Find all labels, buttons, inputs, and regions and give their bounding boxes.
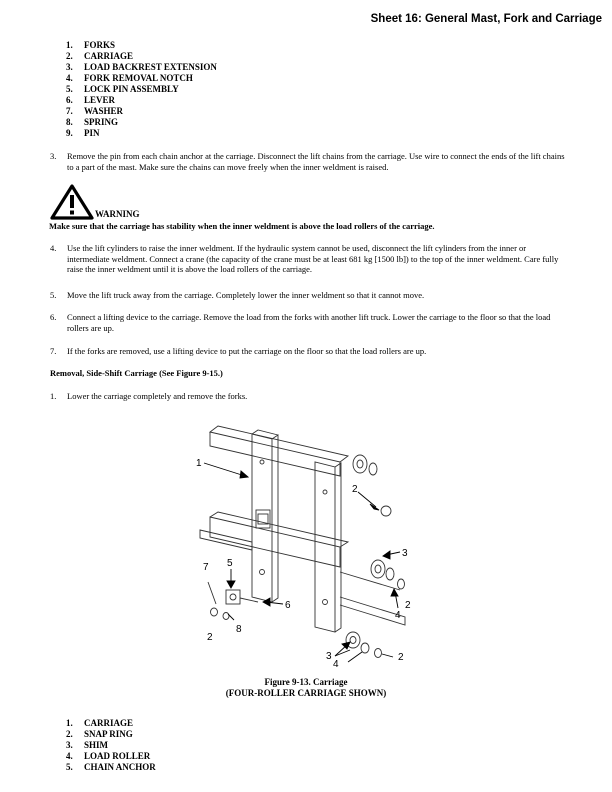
callout-2: 2 <box>398 652 404 663</box>
callout-2: 2 <box>405 600 411 611</box>
parts-list-forks <box>66 40 217 139</box>
list-item: 6. LEVER <box>66 95 116 105</box>
callout-7: 7 <box>203 562 209 573</box>
step-6: 6. Connect a lifting device to the carriage. Remove the load from the forks with another lift truck. Lower the carriage to the floor so that the load rollers are up. <box>50 312 551 333</box>
callout-4: 4 <box>333 659 339 670</box>
list-item: 8. SPRING <box>66 117 119 127</box>
sheet-title: Sheet 16: General Mast, Fork and Carriage <box>370 13 602 25</box>
callout-4: 4 <box>395 610 401 621</box>
carriage-figure <box>190 422 420 670</box>
parts-list-carriage <box>66 718 156 773</box>
figure-caption: Figure 9-13. Carriage (FOUR-ROLLER CARRIAGE SHOWN) <box>225 677 387 698</box>
callout-5: 5 <box>227 558 233 569</box>
list-item: 4. FORK REMOVAL NOTCH <box>66 73 193 83</box>
step-7: 7. If the forks are removed, use a lifting device to put the carriage on the floor so that the load rollers are up. <box>50 346 427 356</box>
list-item: 1. CARRIAGE <box>66 718 134 728</box>
list-item: 2. CARRIAGE <box>66 51 134 61</box>
callout-6: 6 <box>285 600 291 611</box>
list-item: 9. PIN <box>66 128 100 138</box>
warning-icon <box>49 183 95 221</box>
step-5: 5. Move the lift truck away from the carriage. Completely lower the inner weldment so that it cannot move. <box>50 290 425 300</box>
callout-8: 8 <box>236 624 242 635</box>
callout-2: 2 <box>352 484 358 495</box>
list-item: 3. LOAD BACKREST EXTENSION <box>66 62 217 72</box>
callout-3: 3 <box>326 651 332 662</box>
list-item: 1. FORKS <box>66 40 116 50</box>
list-item: 3. SHIM <box>66 740 109 750</box>
warning-text: Make sure that the carriage has stability when the inner weldment is above the load rollers of the carriage. <box>49 221 435 231</box>
list-item: 5. LOCK PIN ASSEMBLY <box>66 84 179 94</box>
callout-2: 2 <box>207 632 213 643</box>
list-item: 2. SNAP RING <box>66 729 133 739</box>
warning-label: WARNING <box>95 209 140 219</box>
section-heading: Removal, Side-Shift Carriage (See Figure 9-15.) <box>50 368 223 378</box>
step-1-side-shift: 1. Lower the carriage completely and remove the forks. <box>50 391 248 401</box>
step-4: 4. Use the lift cylinders to raise the inner weldment. If the hydraulic system cannot be used, disconnect the lift cylinders from the inner or intermediate weldment. Connect a crane (the capacity of the crane must be at least 681 kg [1500 lb]) to the top of the inner weldment. Care fully raise the inner weldment until it is above the load rollers of the carriage. <box>50 243 559 274</box>
list-item: 4. LOAD ROLLER <box>66 751 151 761</box>
callout-3: 3 <box>402 548 408 559</box>
callout-1: 1 <box>196 458 202 469</box>
list-item: 7. WASHER <box>66 106 124 116</box>
step-3: 3. Remove the pin from each chain anchor at the carriage. Disconnect the lift chains from the carriage. Use wire to connect the ends of the lift chains to a part of the mast. Make sure the chains can move freely when the inner weldment is raised. <box>50 151 565 172</box>
list-item: 5. CHAIN ANCHOR <box>66 762 156 772</box>
